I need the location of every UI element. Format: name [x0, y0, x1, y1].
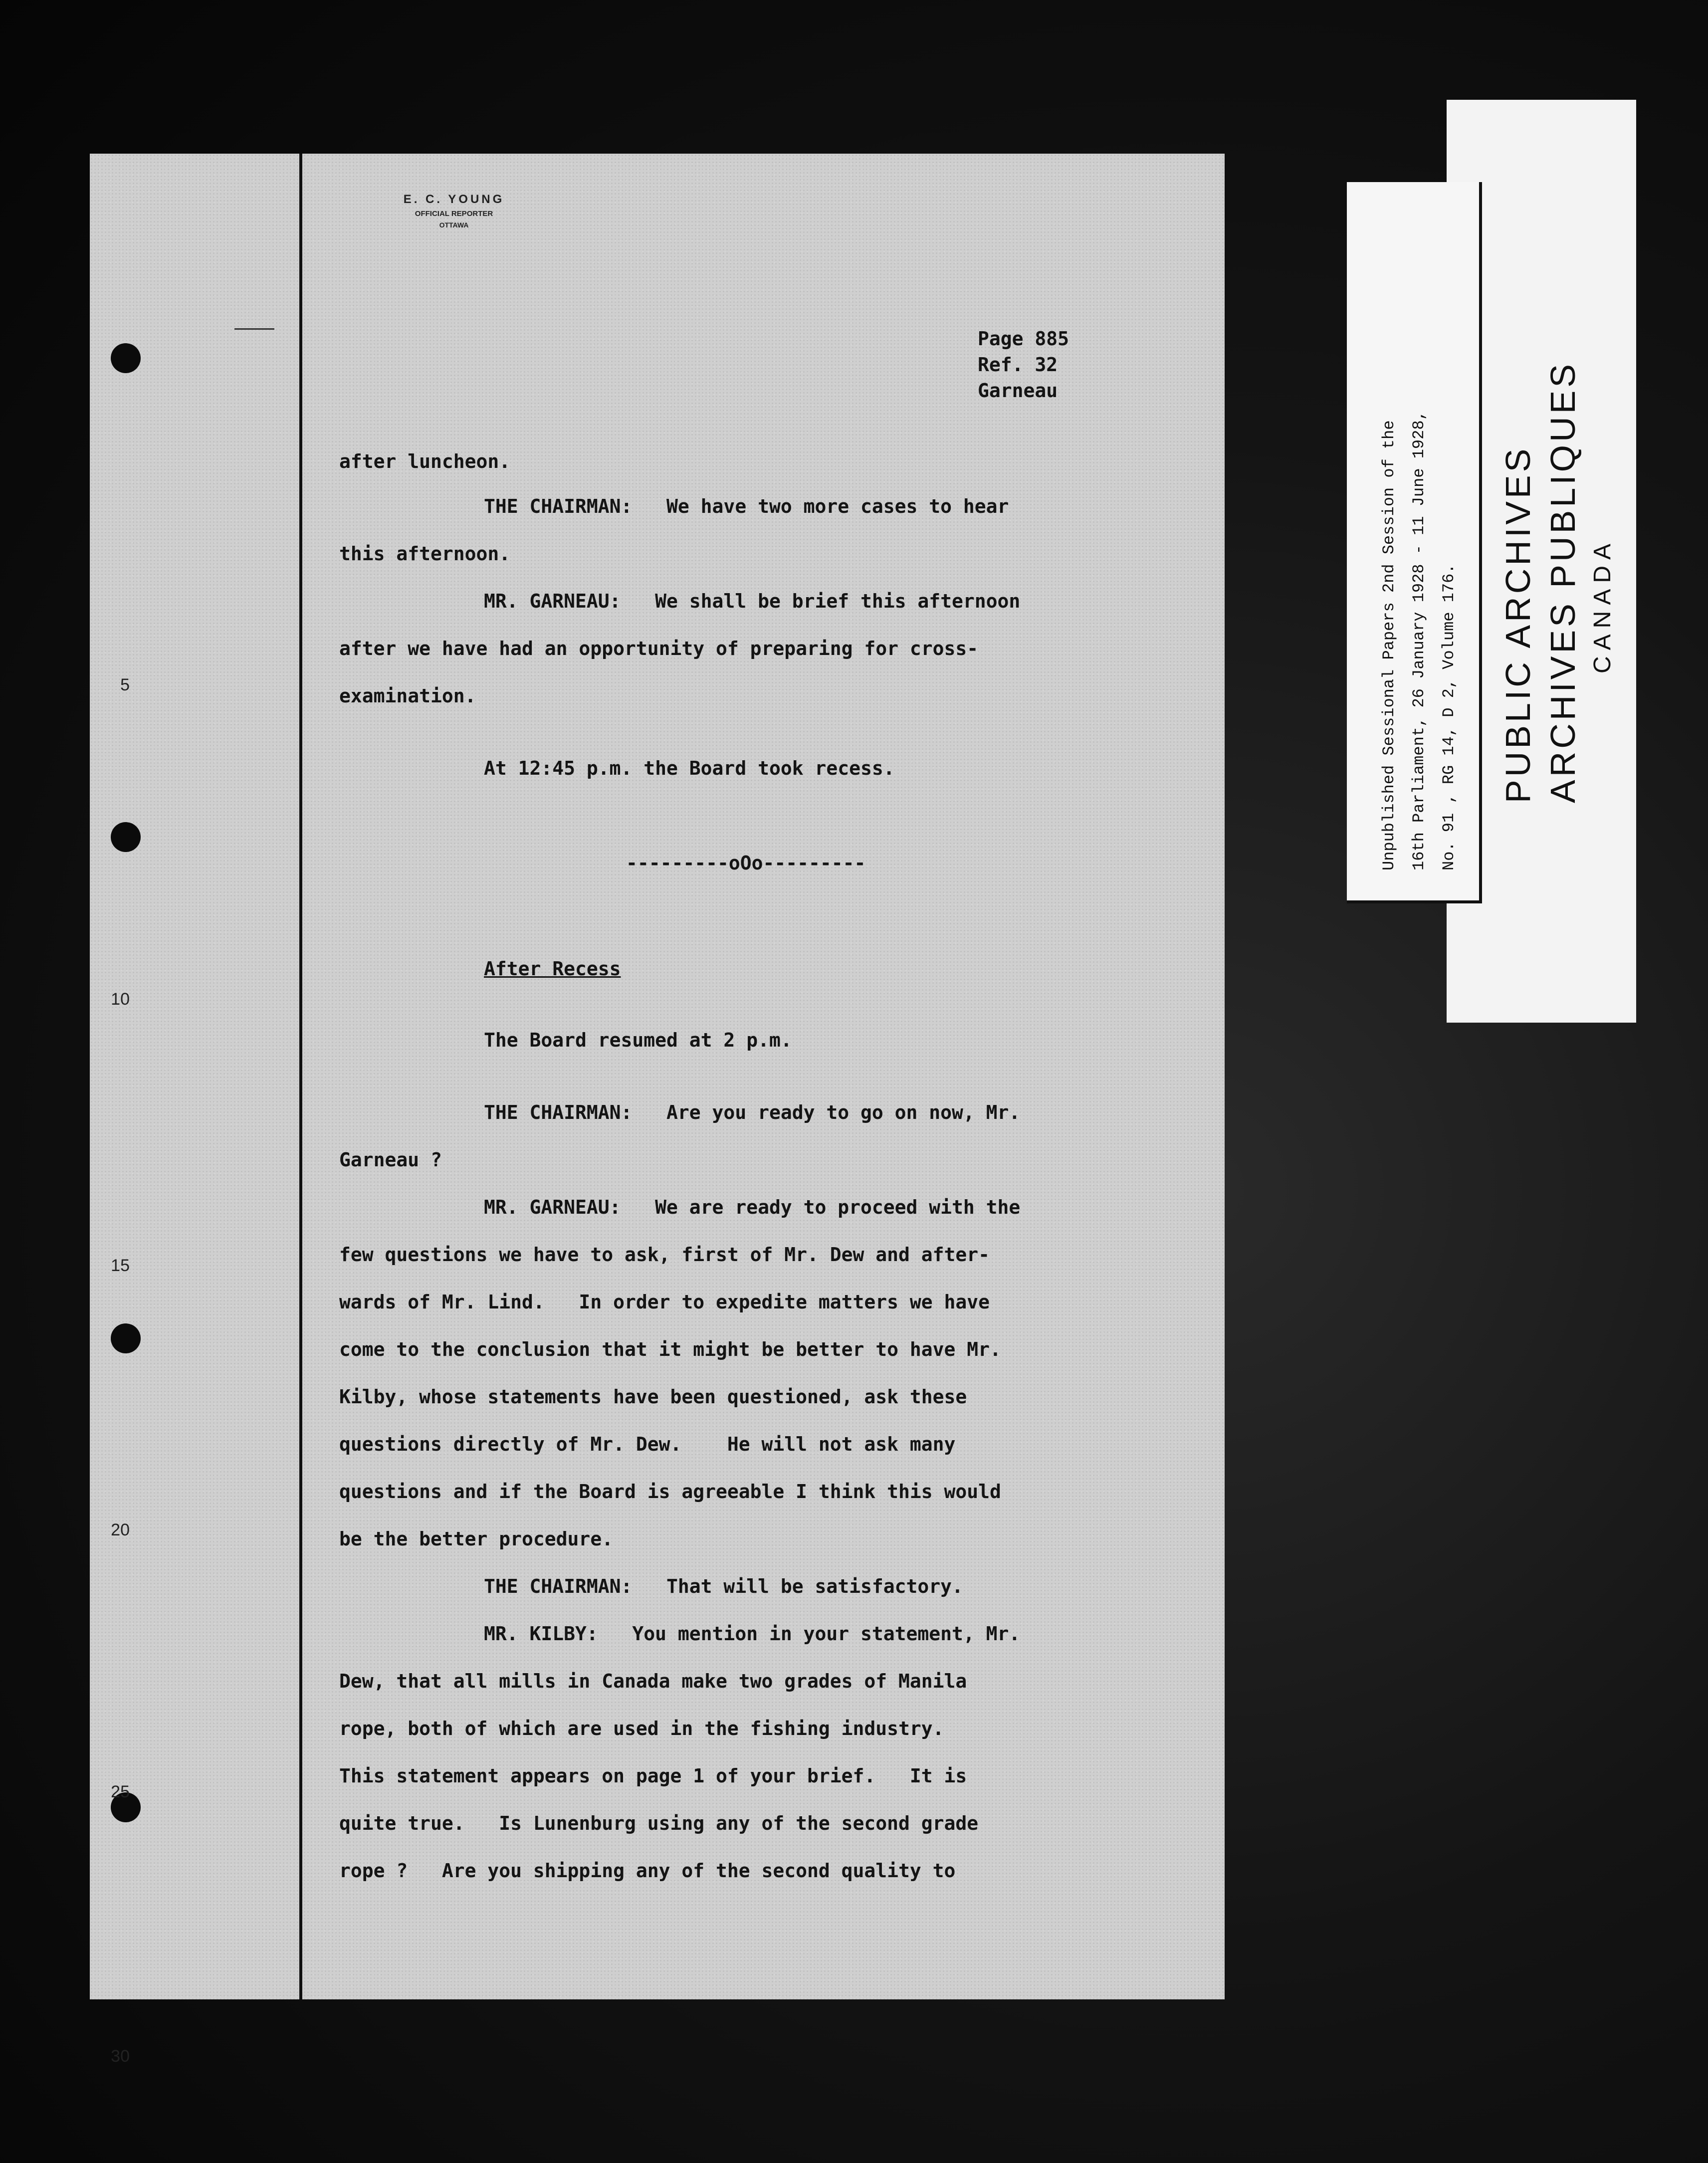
- transcript-line: Garneau ?: [339, 1149, 442, 1171]
- reporter-name: E. C. YOUNG: [403, 193, 505, 206]
- line-number: 30: [111, 2047, 130, 2066]
- citation-line: 16th Parliament, 26 January 1928 - 11 June 1928,: [1410, 411, 1428, 870]
- punch-hole: [111, 1323, 141, 1353]
- document-page: [90, 154, 1225, 2066]
- stamp-archives-publiques: ARCHIVES PUBLIQUES: [1543, 361, 1582, 803]
- transcript-line: questions directly of Mr. Dew. He will not ask many: [339, 1433, 956, 1455]
- transcript-line: MR. KILBY: You mention in your statement, Mr.: [484, 1623, 1021, 1645]
- stamp-public-archives: PUBLIC ARCHIVES: [1498, 445, 1537, 803]
- reporter-reference: Garneau: [978, 380, 1058, 402]
- transcript-line: quite true. Is Lunenburg using any of the second grade: [339, 1812, 979, 1834]
- transcript-line: after we have had an opportunity of preparing for cross-: [339, 638, 979, 659]
- citation-label: [1347, 182, 1482, 903]
- transcript-line: At 12:45 p.m. the Board took recess.: [484, 757, 895, 779]
- transcript-line: Dew, that all mills in Canada make two grades of Manila: [339, 1670, 967, 1692]
- transcript-line: questions and if the Board is agreeable I think this would: [339, 1481, 1001, 1503]
- margin-tick: [234, 328, 274, 330]
- stamp-country: CANADA: [1589, 537, 1616, 673]
- transcript-line: MR. GARNEAU: We are ready to proceed with the: [484, 1196, 1021, 1218]
- transcript-line: wards of Mr. Lind. In order to expedite matters we have: [339, 1291, 990, 1313]
- line-number: 25: [111, 1782, 130, 1801]
- transcript-line: few questions we have to ask, first of Mr. Dew and after-: [339, 1244, 990, 1266]
- section-heading: After Recess: [484, 958, 621, 980]
- transcript-line: THE CHAIRMAN: Are you ready to go on now, Mr.: [484, 1101, 1021, 1123]
- transcript-line: rope, both of which are used in the fishing industry.: [339, 1718, 944, 1739]
- reporter-city: OTTAWA: [439, 221, 469, 229]
- transcript-line: come to the conclusion that it might be better to have Mr.: [339, 1338, 1001, 1360]
- transcript-line: after luncheon.: [339, 450, 511, 472]
- reporter-title: OFFICIAL REPORTER: [415, 210, 493, 218]
- transcript-line: MR. GARNEAU: We shall be brief this afternoon: [484, 590, 1021, 612]
- transcript-line: The Board resumed at 2 p.m.: [484, 1029, 792, 1051]
- transcript-line: be the better procedure.: [339, 1528, 614, 1550]
- line-number: 15: [111, 1256, 130, 1275]
- transcript-line: rope ? Are you shipping any of the second quality to: [339, 1860, 956, 1882]
- punch-hole: [111, 343, 141, 373]
- letterhead: [339, 193, 569, 229]
- line-number: 10: [111, 990, 130, 1009]
- citation-line: No. 91 , RG 14, D 2, Volume 176.: [1440, 564, 1458, 870]
- transcript-line: THE CHAIRMAN: We have two more cases to hear: [484, 495, 1009, 517]
- line-number: 20: [111, 1520, 130, 1539]
- transcript-line: this afternoon.: [339, 543, 511, 565]
- page-reference: [978, 326, 1069, 404]
- section-separator: ---------oOo---------: [626, 852, 866, 874]
- ref-number: Ref. 32: [978, 354, 1058, 376]
- line-number: 5: [120, 675, 130, 694]
- transcript-line: examination.: [339, 685, 476, 707]
- punch-hole: [111, 822, 141, 852]
- transcript-line: This statement appears on page 1 of your brief. It is: [339, 1765, 967, 1787]
- transcript-line: Kilby, whose statements have been questioned, ask these: [339, 1386, 967, 1408]
- citation-line: Unpublished Sessional Papers 2nd Session of the: [1380, 420, 1398, 870]
- page-number: Page 885: [978, 328, 1069, 350]
- margin-rule: [299, 154, 302, 1999]
- transcript-line: THE CHAIRMAN: That will be satisfactory.: [484, 1575, 963, 1597]
